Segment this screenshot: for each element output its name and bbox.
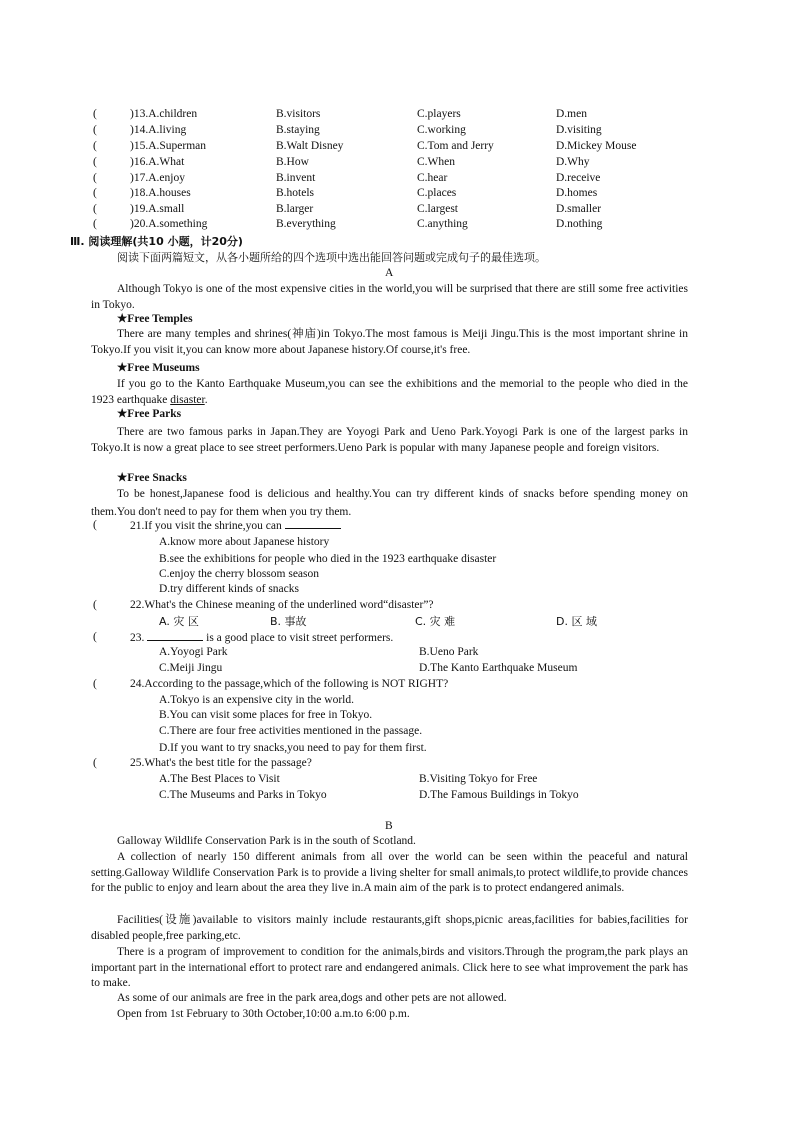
question-number: 19 xyxy=(133,203,146,215)
snacks-heading: ★Free Snacks xyxy=(117,472,187,484)
q25-stem: 25.What's the best title for the passage? xyxy=(130,757,312,769)
q22-paren: ( xyxy=(93,599,97,611)
cloze-option-d: D.homes xyxy=(556,187,598,199)
museums-text xyxy=(91,377,688,408)
cloze-option-d: D.Why xyxy=(556,156,590,168)
cloze-option-b: B.hotels xyxy=(276,187,315,199)
q21-paren: ( xyxy=(93,519,97,531)
question-number: 20 xyxy=(133,218,146,230)
q23-option-a: A.Yoyogi Park xyxy=(159,646,228,658)
q21-text: 21.If you visit the shrine,you can xyxy=(130,520,282,532)
question-number: 18 xyxy=(133,187,146,199)
q25-option-b: B.Visiting Tokyo for Free xyxy=(419,773,538,785)
parks-text: There are two famous parks in Japan.They are Yoyogi Park and Ueno Park.Yoyogi Park is one of the largest parks in Tokyo.It is now a great place to see street performers.Ueno Park is popular with many Japanese people and foreign visitors. xyxy=(91,426,688,454)
q23-paren: ( xyxy=(93,631,97,643)
q25-option-c: C.The Museums and Parks in Tokyo xyxy=(159,789,327,801)
passage-a-intro: Although Tokyo is one of the most expensive cities in the world,you will be surprised that there are still some free activities in Tokyo. xyxy=(91,283,688,311)
museums-text-before: If you go to the Kanto Earthquake Museum,you can see the exhibitions and the memorial to the people who died in the 1923 earthquake xyxy=(91,378,688,406)
cloze-option-b: B.invent xyxy=(276,172,316,184)
q22-stem: 22.What's the Chinese meaning of the underlined word“disaster”? xyxy=(130,599,434,611)
answer-paren: ( xyxy=(93,218,97,230)
option-text: A.small xyxy=(148,203,185,215)
option-text: A.children xyxy=(148,108,198,120)
q22-option-c: C. 灾 难 xyxy=(415,615,456,628)
passage-b-p6: Open from 1st February to 30th October,10:00 a.m.to 6:00 p.m. xyxy=(117,1008,410,1020)
passage-b-p4: There is a program of improvement to condition for the animals,birds and visitors.Through the program,the park plays an important part in the international effort to protect rare and endangered animals. Click here to see what improvement the park has to make. xyxy=(91,946,688,989)
cloze-option-a: )17.A.enjoy xyxy=(130,172,185,184)
q22-option-d: D. 区 域 xyxy=(556,615,597,628)
question-number: 16 xyxy=(133,156,146,168)
cloze-option-a: )16.A.What xyxy=(130,156,185,168)
cloze-row-15 xyxy=(93,140,693,156)
option-text: A.enjoy xyxy=(148,172,185,184)
cloze-row-19 xyxy=(93,203,693,219)
cloze-option-d: D.nothing xyxy=(556,218,603,230)
q24-stem: 24.According to the passage,which of the following is NOT RIGHT? xyxy=(130,678,449,690)
temples-heading: ★Free Temples xyxy=(117,313,193,325)
cloze-option-c: C.Tom and Jerry xyxy=(417,140,494,152)
question-number: 14 xyxy=(133,124,146,136)
q22-option-b: B. 事故 xyxy=(270,615,307,628)
cloze-option-a: )13.A.children xyxy=(130,108,198,120)
q25-paren: ( xyxy=(93,757,97,769)
cloze-row-18 xyxy=(93,187,693,203)
q23-option-d: D.The Kanto Earthquake Museum xyxy=(419,662,578,674)
cloze-row-17 xyxy=(93,172,693,188)
q23-option-c: C.Meiji Jingu xyxy=(159,662,223,674)
question-number: 13 xyxy=(133,108,146,120)
cloze-option-b: B.larger xyxy=(276,203,314,215)
cloze-row-20 xyxy=(93,218,693,234)
q23-option-b: B.Ueno Park xyxy=(419,646,479,658)
q21-stem xyxy=(130,518,341,534)
cloze-option-c: C.When xyxy=(417,156,456,168)
cloze-option-c: C.hear xyxy=(417,172,448,184)
answer-paren: ( xyxy=(93,156,97,168)
answer-blank xyxy=(285,518,341,529)
option-text: A.houses xyxy=(148,187,191,199)
underlined-word: disaster xyxy=(170,393,205,406)
cloze-option-d: D.receive xyxy=(556,172,601,184)
q21-option-d: D.try different kinds of snacks xyxy=(159,583,299,595)
cloze-option-b: B.How xyxy=(276,156,309,168)
cloze-option-c: C.largest xyxy=(417,203,458,215)
answer-paren: ( xyxy=(93,140,97,152)
answer-paren: ( xyxy=(93,203,97,215)
cloze-option-c: C.places xyxy=(417,187,457,199)
passage-b-p5: As some of our animals are free in the park area,dogs and other pets are not allowed. xyxy=(117,992,507,1004)
q24-option-a: A.Tokyo is an expensive city in the world. xyxy=(159,694,354,706)
option-text: A.What xyxy=(148,156,185,168)
q24-option-c: C.There are four free activities mentioned in the passage. xyxy=(159,725,423,737)
cloze-row-16 xyxy=(93,156,693,172)
parks-heading: ★Free Parks xyxy=(117,408,182,420)
q23-number: 23. xyxy=(130,632,145,644)
cloze-option-c: C.anything xyxy=(417,218,468,230)
answer-paren: ( xyxy=(93,187,97,199)
answer-paren: ( xyxy=(93,108,97,120)
cloze-option-c: C.working xyxy=(417,124,466,136)
q21-option-c: C.enjoy the cherry blossom season xyxy=(159,568,320,580)
cloze-row-14 xyxy=(93,124,693,140)
snacks-text: To be honest,Japanese food is delicious and healthy.You can try different kinds of snacks before spending money on them.You don't need to pay for them when you try them. xyxy=(91,488,688,518)
q24-option-d: D.If you want to try snacks,you need to pay for them first. xyxy=(159,742,427,754)
passage-b-label: B xyxy=(385,820,393,832)
museums-heading: ★Free Museums xyxy=(117,362,200,374)
cloze-option-b: B.Walt Disney xyxy=(276,140,344,152)
question-number: 15 xyxy=(133,140,146,152)
cloze-option-b: B.visitors xyxy=(276,108,321,120)
section-title: Ⅲ. 阅读理解(共10 小题，计20分) xyxy=(70,235,243,248)
cloze-option-c: C.players xyxy=(417,108,461,120)
section-instruction: 阅读下面两篇短文，从各小题所给的四个选项中选出能回答问题或完成句子的最佳选项。 xyxy=(117,251,546,264)
cloze-option-d: D.men xyxy=(556,108,587,120)
q24-paren: ( xyxy=(93,678,97,690)
cloze-option-d: D.visiting xyxy=(556,124,602,136)
question-number: 17 xyxy=(133,172,146,184)
cloze-option-a: )18.A.houses xyxy=(130,187,191,199)
q25-option-d: D.The Famous Buildings in Tokyo xyxy=(419,789,579,801)
cloze-option-d: D.Mickey Mouse xyxy=(556,140,637,152)
q21-option-b: B.see the exhibitions for people who died in the 1923 earthquake disaster xyxy=(159,553,497,565)
answer-blank xyxy=(147,630,203,641)
cloze-option-a: )15.A.Superman xyxy=(130,140,207,152)
option-text: A.something xyxy=(148,218,208,230)
q22-option-a: A. 灾 区 xyxy=(159,615,199,628)
q25-option-a: A.The Best Places to Visit xyxy=(159,773,280,785)
passage-a-label: A xyxy=(385,267,394,279)
passage-b-p2: A collection of nearly 150 different animals from all over the world can be seen within the peaceful and natural setting.Galloway Wildlife Conservation Park is to provide a living shelter for small animals,to protect wildlife,to provide chances for the public to enjoy and learn about the area they live in.A main aim of the park is to protect endangered animals. xyxy=(91,851,688,894)
passage-b-p1: Galloway Wildlife Conservation Park is in the south of Scotland. xyxy=(117,835,416,847)
q23-text: is a good place to visit street performers. xyxy=(206,632,394,644)
museums-text-after: . xyxy=(204,393,208,406)
cloze-option-d: D.smaller xyxy=(556,203,602,215)
answer-paren: ( xyxy=(93,124,97,136)
cloze-option-a: )19.A.small xyxy=(130,203,185,215)
option-text: A.living xyxy=(148,124,187,136)
q24-option-b: B.You can visit some places for free in Tokyo. xyxy=(159,709,373,721)
cloze-option-b: B.staying xyxy=(276,124,320,136)
cloze-option-a: )20.A.something xyxy=(130,218,208,230)
cloze-option-a: )14.A.living xyxy=(130,124,187,136)
answer-paren: ( xyxy=(93,172,97,184)
q21-option-a: A.know more about Japanese history xyxy=(159,536,330,548)
cloze-row-13 xyxy=(93,108,693,124)
temples-text: There are many temples and shrines(神庙)in Tokyo.The most famous is Meiji Jingu.This is the most important shrine in Tokyo.If you visit it,you can know more about Japanese history.Of course,it's free. xyxy=(91,328,688,356)
cloze-option-b: B.everything xyxy=(276,218,336,230)
passage-b-p3: Facilities(设施)available to visitors mainly include restaurants,gift shops,picnic areas,facilities for babies,facilities for disabled people,free parking,etc. xyxy=(91,914,688,942)
q23-stem xyxy=(130,630,393,646)
option-text: A.Superman xyxy=(148,140,207,152)
